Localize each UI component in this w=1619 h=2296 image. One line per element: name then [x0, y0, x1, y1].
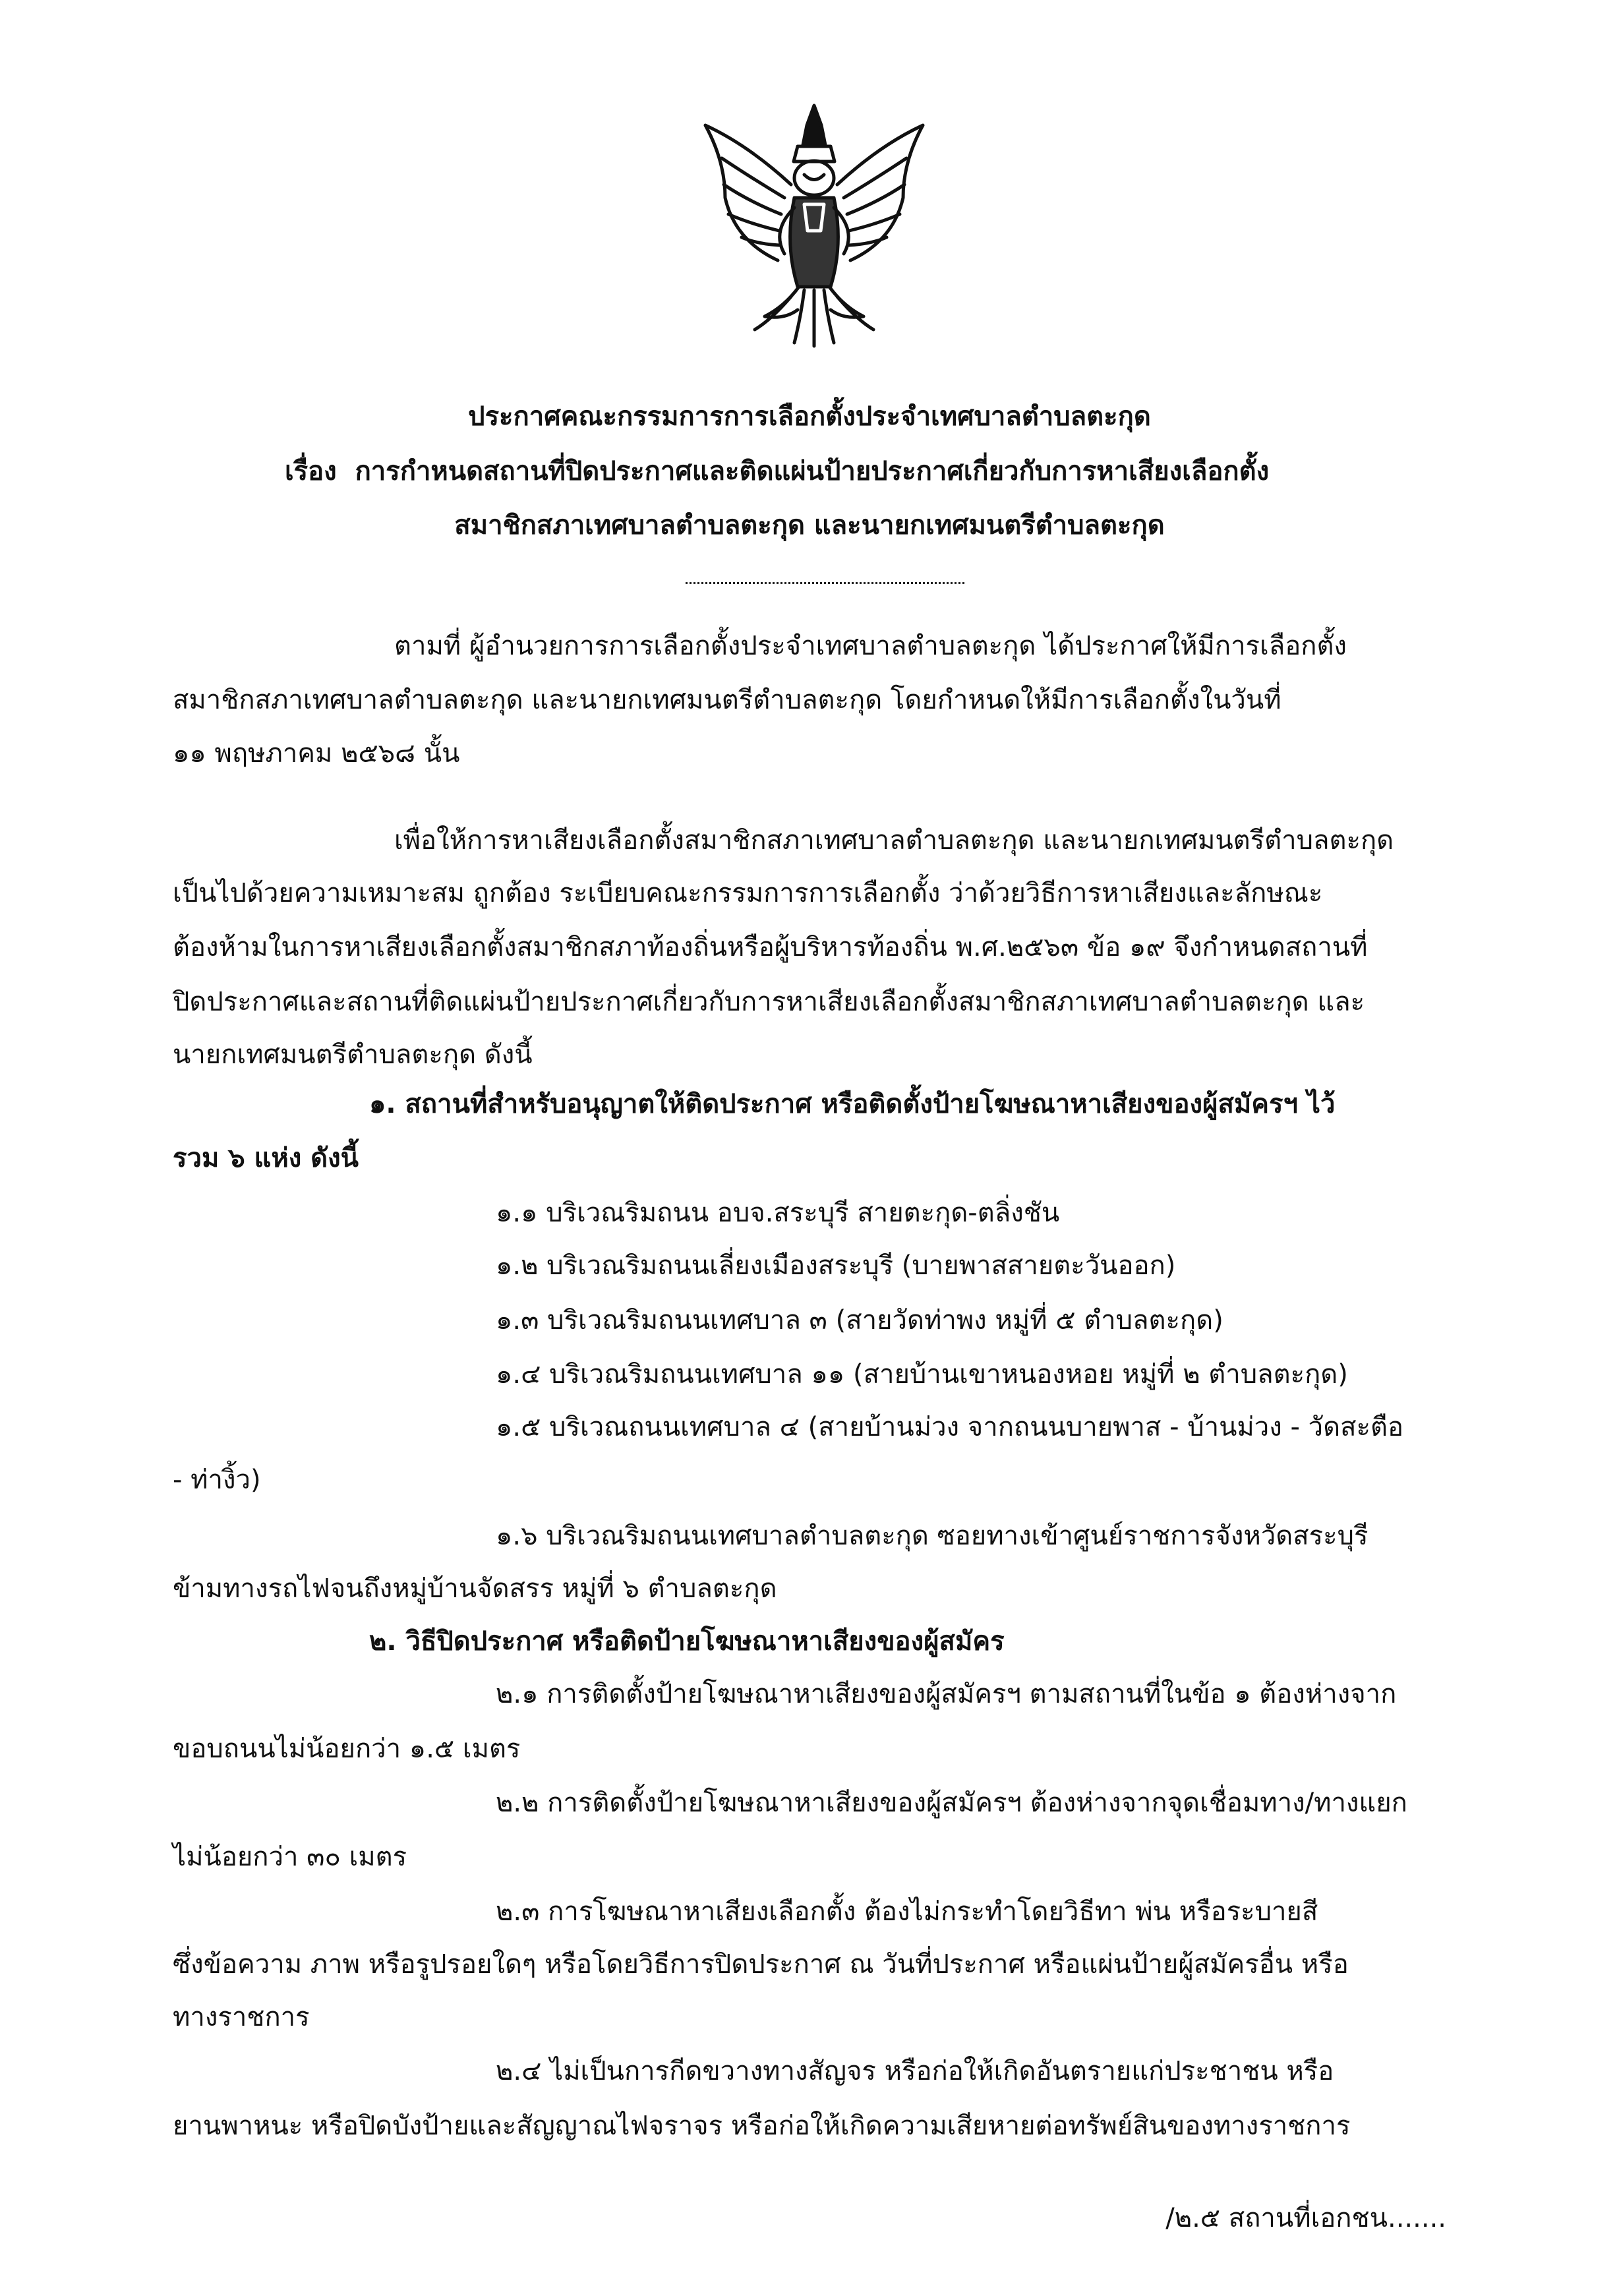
section-1-heading-cont: รวม ๖ แห่ง ดังนี้: [173, 1143, 359, 1173]
location-item-cont: - ท่างิ้ว): [173, 1465, 261, 1495]
purpose-line: ปิดประกาศและสถานที่ติดแผ่นป้ายประกาศเกี่ยวกับการหาเสียงเลือกตั้งสมาชิกสภาเทศบาลตำบลตะกุด และ: [173, 987, 1365, 1017]
intro-line: ๑๑ พฤษภาคม ๒๕๖๘ นั้น: [173, 738, 460, 769]
subject-row: [285, 458, 1269, 485]
garuda-emblem-icon: [686, 99, 943, 349]
page-continuation: /๒.๕ สถานที่เอกชน.......: [1165, 2203, 1446, 2233]
announcement-title: ประกาศคณะกรรมการการเลือกตั้งประจำเทศบาลตำบลตะกุด: [468, 401, 1151, 432]
location-item: ๑.๕ บริเวณถนนเทศบาล ๔ (สายบ้านม่วง จากถนนบายพาส - บ้านม่วง - วัดสะตือ: [496, 1412, 1403, 1442]
rule-line: ทางราชการ: [173, 2002, 310, 2032]
purpose-line: เพื่อให้การหาเสียงเลือกตั้งสมาชิกสภาเทศบาลตำบลตะกุด และนายกเทศมนตรีตำบลตะกุด: [394, 825, 1394, 856]
location-item: ๑.๖ บริเวณริมถนนเทศบาลตำบลตะกุด ซอยทางเข้าศูนย์ราชการจังหวัดสระบุรี: [496, 1521, 1369, 1551]
location-item-cont: ข้ามทางรถไฟจนถึงหมู่บ้านจัดสรร หมู่ที่ ๖ ตำบลตะกุด: [173, 1574, 777, 1604]
rule-line: ไม่น้อยกว่า ๓๐ เมตร: [173, 1842, 407, 1872]
purpose-line: นายกเทศมนตรีตำบลตะกุด ดังนี้: [173, 1040, 533, 1070]
rule-line: ๒.๑ การติดตั้งป้ายโฆษณาหาเสียงของผู้สมัครฯ ตามสถานที่ในข้อ ๑ ต้องห่างจาก: [496, 1679, 1397, 1709]
title-divider: [686, 582, 964, 584]
subject-text: การกำหนดสถานที่ปิดประกาศและติดแผ่นป้ายประกาศเกี่ยวกับการหาเสียงเลือกตั้ง: [355, 456, 1270, 486]
rule-line: ขอบถนนไม่น้อยกว่า ๑.๕ เมตร: [173, 1734, 521, 1764]
section-1-heading: ๑. สถานที่สำหรับอนุญาตให้ติดประกาศ หรือติดตั้งป้ายโฆษณาหาเสียงของผู้สมัครฯ ไว้: [369, 1089, 1336, 1119]
intro-line: สมาชิกสภาเทศบาลตำบลตะกุด และนายกเทศมนตรีตำบลตะกุด โดยกำหนดให้มีการเลือกตั้งในวันที่: [173, 685, 1281, 715]
purpose-line: เป็นไปด้วยความเหมาะสม ถูกต้อง ระเบียบคณะกรรมการการเลือกตั้ง ว่าด้วยวิธีการหาเสียงและลักษณะ: [173, 878, 1323, 908]
rule-line: ๒.๔ ไม่เป็นการกีดขวางทางสัญจร หรือก่อให้เกิดอันตรายแก่ประชาชน หรือ: [496, 2056, 1334, 2086]
intro-line: ตามที่ ผู้อำนวยการการเลือกตั้งประจำเทศบาลตำบลตะกุด ได้ประกาศให้มีการเลือกตั้ง: [394, 631, 1347, 661]
subject-continuation: สมาชิกสภาเทศบาลตำบลตะกุด และนายกเทศมนตรีตำบลตะกุด: [454, 510, 1165, 541]
rule-line: ๒.๒ การติดตั้งป้ายโฆษณาหาเสียงของผู้สมัครฯ ต้องห่างจากจุดเชื่อมทาง/ทางแยก: [496, 1788, 1407, 1818]
location-item: ๑.๓ บริเวณริมถนนเทศบาล ๓ (สายวัดท่าพง หมู่ที่ ๕ ตำบลตะกุด): [496, 1305, 1223, 1336]
location-item: ๑.๒ บริเวณริมถนนเลี่ยงเมืองสระบุรี (บายพาสสายตะวันออก): [496, 1251, 1176, 1281]
location-item: ๑.๔ บริเวณริมถนนเทศบาล ๑๑ (สายบ้านเขาหนองหอย หมู่ที่ ๒ ตำบลตะกุด): [496, 1359, 1348, 1390]
location-item: ๑.๑ บริเวณริมถนน อบจ.สระบุรี สายตะกุด-ตลิ่งชัน: [496, 1198, 1060, 1228]
subject-label: เรื่อง: [285, 456, 337, 486]
rule-line: ยานพาหนะ หรือปิดบังป้ายและสัญญาณไฟจราจร หรือก่อให้เกิดความเสียหายต่อทรัพย์สินของทางราชการ: [173, 2111, 1351, 2141]
rule-line: ๒.๓ การโฆษณาหาเสียงเลือกตั้ง ต้องไม่กระทำโดยวิธีทา พ่น หรือระบายสี: [496, 1897, 1318, 1927]
section-2-heading: ๒. วิธีปิดประกาศ หรือติดป้ายโฆษณาหาเสียงของผู้สมัคร: [369, 1626, 1005, 1657]
purpose-line: ต้องห้ามในการหาเสียงเลือกตั้งสมาชิกสภาท้องถิ่นหรือผู้บริหารท้องถิ่น พ.ศ.๒๕๖๓ ข้อ ๑๙ จึงกำหนดสถานที่: [173, 932, 1368, 962]
rule-line: ซึ่งข้อความ ภาพ หรือรูปรอยใดๆ หรือโดยวิธีการปิดประกาศ ณ วันที่ประกาศ หรือแผ่นป้ายผู้สมัครอื่น หรือ: [173, 1949, 1349, 1980]
